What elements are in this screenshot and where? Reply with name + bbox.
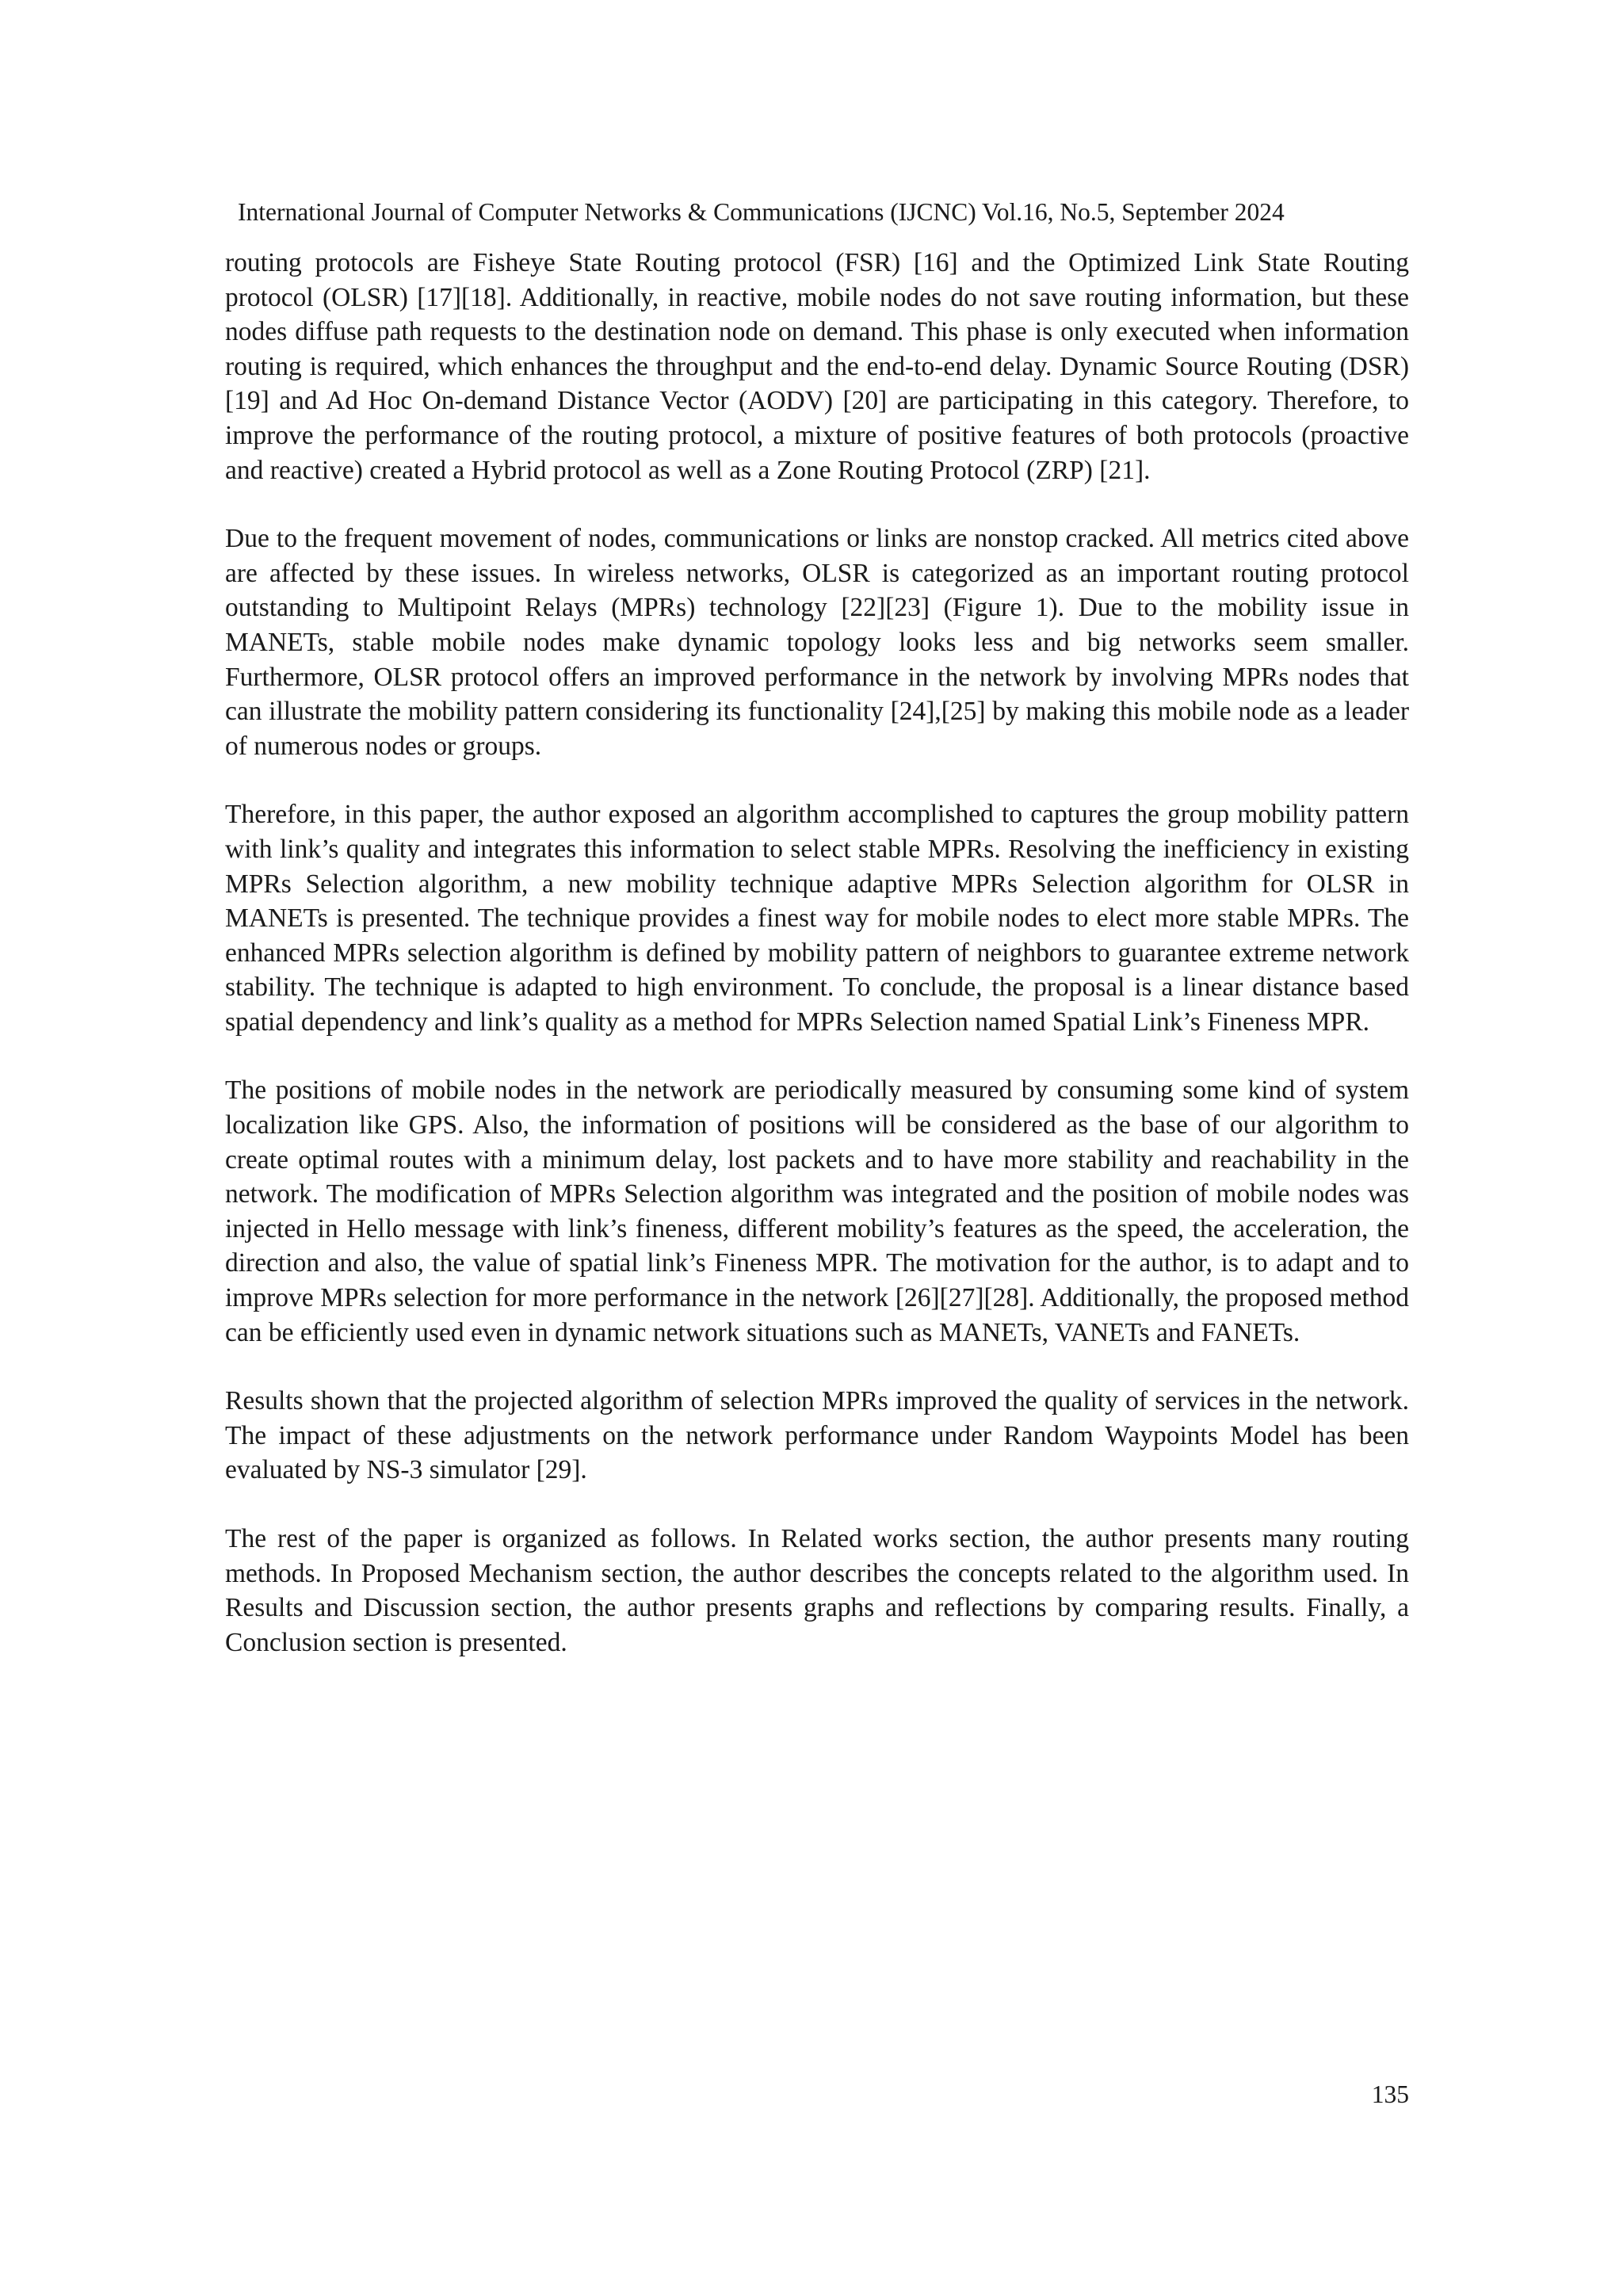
running-header: International Journal of Computer Networks & Communications (IJCNC) Vol.16, No.5, September 2024 bbox=[238, 198, 1285, 226]
page-number: 135 bbox=[1371, 2080, 1409, 2108]
body-text bbox=[225, 246, 1409, 1694]
paragraph-results-summary: Results shown that the projected algorithm of selection MPRs improved the quality of services in the network. The impact of these adjustments on the network performance under Random Waypoints Model has been evaluated by NS-3 simulator [29]. bbox=[225, 1386, 1409, 1485]
paragraph-proposed-algorithm: Therefore, in this paper, the author exposed an algorithm accomplished to captures the group mobility pattern with link’s quality and integrates this information to select stable MPRs. Resolving the inefficiency in existing MPRs Selection algorithm, a new mobility technique adaptive MPRs Selection algorithm for OLSR in MANETs is presented. The technique provides a finest way for mobile nodes to elect more stable MPRs. The enhanced MPRs selection algorithm is defined by mobility pattern of neighbors to guarantee extreme network stability. The technique is adapted to high environment. To conclude, the proposal is a linear distance based spatial dependency and link’s quality as a method for MPRs Selection named Spatial Link’s Fineness MPR. bbox=[225, 800, 1409, 1037]
paragraph-node-positions: The positions of mobile nodes in the network are periodically measured by consuming some kind of system localization like GPS. Also, the information of positions will be considered as the base of our algorithm to create optimal routes with a minimum delay, lost packets and to have more stability and reachability in the network. The modification of MPRs Selection algorithm was integrated and the position of mobile nodes was injected in Hello message with link’s fineness, different mobility’s features as the speed, the acceleration, the direction and also, the value of spatial link’s Fineness MPR. The motivation for the author, is to adapt and to improve MPRs selection for more performance in the network [26][27][28]. Additionally, the proposed method can be efficiently used even in dynamic network situations such as MANETs, VANETs and FANETs. bbox=[225, 1075, 1409, 1347]
paragraph-protocol-categories: routing protocols are Fisheye State Routing protocol (FSR) [16] and the Optimized Link State Routing protocol (OLSR) [17][18]. Additionally, in reactive, mobile nodes do not save routing information, but these nodes diffuse path requests to the destination node on demand. This phase is only executed when information routing is required, which enhances the throughput and the end-to-end delay. Dynamic Source Routing (DSR) [19] and Ad Hoc On-demand Distance Vector (AODV) [20] are participating in this category. Therefore, to improve the performance of the routing protocol, a mixture of positive features of both protocols (proactive and reactive) created a Hybrid protocol as well as a Zone Routing Protocol (ZRP) [21]. bbox=[225, 248, 1409, 485]
paragraph-olsr-mprs: Due to the frequent movement of nodes, communications or links are nonstop cracked. All metrics cited above are affected by these issues. In wireless networks, OLSR is categorized as an important routing protocol outstanding to Multipoint Relays (MPRs) technology [22][23] (Figure 1). Due to the mobility issue in MANETs, stable mobile nodes make dynamic topology looks less and big networks seem smaller. Furthermore, OLSR protocol offers an improved performance in the network by involving MPRs nodes that can illustrate the mobility pattern considering its functionality [24],[25] by making this mobile node as a leader of numerous nodes or groups. bbox=[225, 524, 1409, 761]
paragraph-paper-organization: The rest of the paper is organized as follows. In Related works section, the author presents many routing methods. In Proposed Mechanism section, the author describes the concepts related to the algorithm used. In Results and Discussion section, the author presents graphs and reflections by comparing results. Finally, a Conclusion section is presented. bbox=[225, 1524, 1409, 1657]
